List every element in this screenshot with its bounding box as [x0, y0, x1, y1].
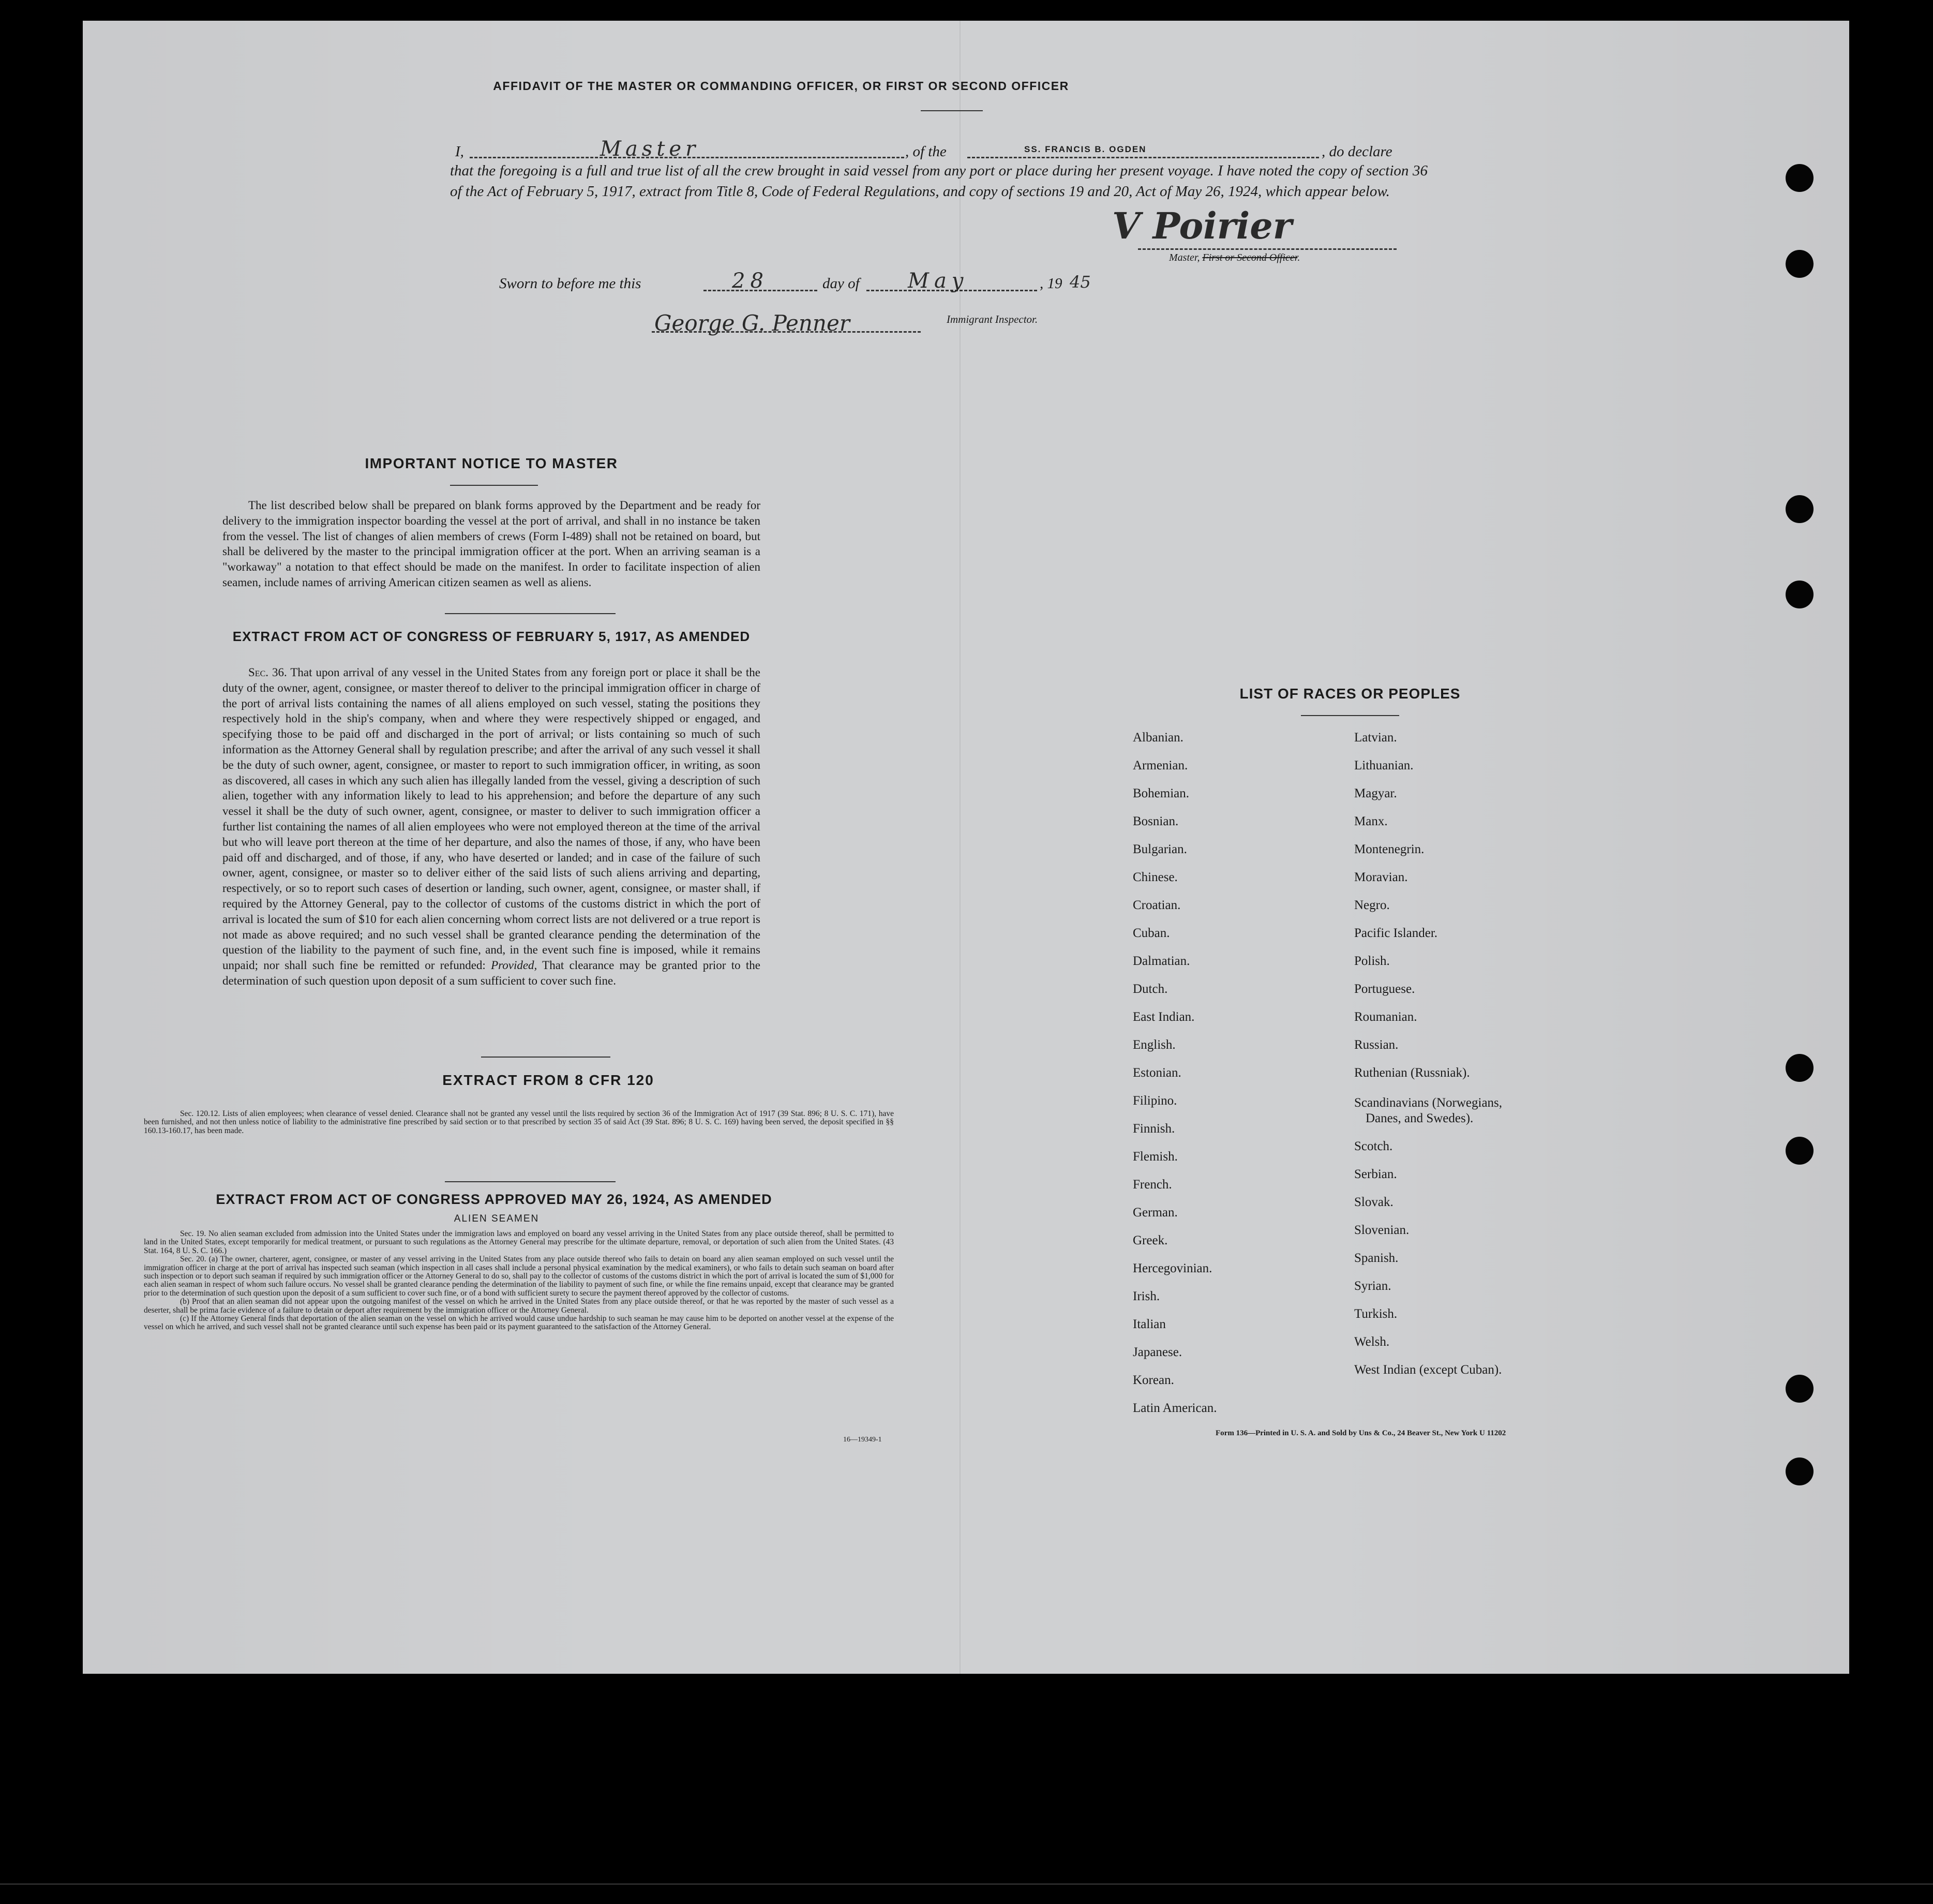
- notice-text: The list described below shall be prepared on blank forms approved by the Department and be ready for delivery to the immigration inspector boarding the vessel at the port of arrival, and shall in no instance be taken from the vessel. The list of changes of alien members of crews (Form I-489) shall not be retained on board, but shall be delivered by the master to the principal immigration officer at the port. When an arriving seaman is a "workaway" a notation to that effect should be made on the manifest. In order to facilitate inspection of alien seamen, include names of arriving American citizen seamen as well as aliens.: [222, 499, 760, 589]
- race-item: Dutch.: [1133, 982, 1168, 996]
- do-declare-label: , do declare: [1322, 143, 1392, 160]
- race-item: English.: [1133, 1038, 1176, 1052]
- race-item: Turkish.: [1354, 1307, 1398, 1321]
- race-item: Flemish.: [1133, 1150, 1178, 1164]
- race-item: Chinese.: [1133, 870, 1178, 884]
- sec19-text: Sec. 19. No alien seaman excluded from admission into the United States under the immigration laws and employed on board any vessel arriving in the United States from any place outside thereof, shall be permitted to land in the United States, except temporarily for medical treatment, or pursuant to such regulations as the Attorney General may prescribe for the ultimate departure, removal, or deportation of such alien from the United States. (43 Stat. 164, 8 U. S. C. 166.): [144, 1229, 894, 1255]
- master-name-handwriting: Master: [600, 137, 700, 161]
- race-item: Serbian.: [1354, 1167, 1397, 1181]
- race-item: West Indian (except Cuban).: [1354, 1363, 1502, 1377]
- sworn-line: [499, 269, 1249, 300]
- races-heading: LIST OF RACES OR PEOPLES: [1239, 686, 1461, 702]
- race-item: Danes, and Swedes).: [1366, 1111, 1474, 1125]
- declaration-line: [455, 137, 1510, 163]
- master-caption: Master, First or Second Officer.: [1169, 252, 1300, 263]
- binder-hole: [1786, 1137, 1814, 1165]
- race-item: Roumanian.: [1354, 1010, 1417, 1024]
- races-right-column: [1354, 731, 1644, 1434]
- master-signature: V Poirier: [1112, 204, 1292, 247]
- race-item: Cuban.: [1133, 926, 1170, 940]
- race-item: Slovenian.: [1354, 1223, 1410, 1237]
- race-item: Japanese.: [1133, 1345, 1182, 1359]
- sworn-year-handwriting: 45: [1070, 272, 1091, 292]
- race-item: Albanian.: [1133, 731, 1183, 745]
- sec20a-text: Sec. 20. (a) The owner, charterer, agent, consignee, or master of any vessel arriving in the United States from any place outside thereof who fails to detain on board any alien seaman employed on such vessel until the immigration officer in charge at the port of arrival has inspected such seaman (which inspection in all cases shall include a personal physical examination by the medical examiners), or who fails to detain such seaman on board after such inspection or to deport such seaman if required by such immigration officer or the Attorney General to do so, shall pay to the collector of customs of the customs district in which the port of arrival is located the sum of $1,000 for each alien seaman in respect of whom such failure occurs. No vessel shall be granted clearance pending the determination of the liability to payment of such fine, or while the fine remains unpaid, except that clearance may be granted prior to the determination of such question upon the deposit of a sum sufficient to cover such fine, or of a bond with sufficient surety to secure the payment thereof approved by the collector of customs.: [144, 1255, 894, 1298]
- extract-1924-heading: EXTRACT FROM ACT OF CONGRESS APPROVED MAY 26, 1924, AS AMENDED: [216, 1192, 772, 1207]
- binder-hole: [1786, 581, 1814, 608]
- affidavit-body: that the foregoing is a full and true list of all the crew brought in said vessel from any port or place during her present voyage. I have noted the copy of section 36 of the Act of February 5, 1917, extract from Title 8, Code of Federal Regulations, and copy of sections 19 and 20, Act of May 26, 1924, which appear below.: [450, 162, 1428, 200]
- divider: [445, 1181, 616, 1182]
- race-item: German.: [1133, 1206, 1178, 1219]
- race-item: Estonian.: [1133, 1066, 1181, 1080]
- race-item: Hercegovinian.: [1133, 1261, 1212, 1275]
- races-left-column: [1133, 731, 1350, 1445]
- race-item: Bohemian.: [1133, 786, 1190, 800]
- sec36-text-end: That clearance may be granted prior to the determination of such question upon deposit of a sum sufficient to cover such fine.: [222, 959, 760, 987]
- race-item: Welsh.: [1354, 1335, 1390, 1349]
- printer-code: 16—19349-1: [843, 1436, 882, 1444]
- divider: [481, 1057, 610, 1058]
- race-item: Scandinavians (Norwegians,: [1354, 1096, 1503, 1110]
- race-item: French.: [1133, 1178, 1172, 1192]
- race-item: Dalmatian.: [1133, 954, 1190, 968]
- binder-hole: [1786, 1375, 1814, 1403]
- cfr-text: Sec. 120.12. Lists of alien employees; when clearance of vessel denied. Clearance shall not be granted any vessel until the lists required by section 36 of the Immigration Act of 1917 (39 Stat. 896; 8 U. S. C. 171), have been furnished, and not then unless notice of liability to the administrative fine prescribed by said section or to that prescribed by section 35 of said Act (39 Stat. 896; 8 U. S. C. 169) having been served, the deposit specified in §§ 160.13-160.17, has been made.: [144, 1109, 894, 1135]
- race-item: Italian: [1133, 1317, 1166, 1331]
- race-item: Lithuanian.: [1354, 758, 1414, 772]
- binder-hole: [1786, 495, 1814, 523]
- form-footer: Form 136—Printed in U. S. A. and Sold by Uns & Co., 24 Beaver St., New York U 11202: [1216, 1429, 1506, 1437]
- race-item: Irish.: [1133, 1289, 1160, 1303]
- race-item: Montenegrin.: [1354, 842, 1425, 856]
- race-item: Syrian.: [1354, 1279, 1391, 1293]
- i-label: I,: [455, 143, 464, 160]
- sec20c-text: (c) If the Attorney General finds that deportation of the alien seaman on the vessel on which he arrived would cause undue hardship to such seaman he may cause him to be deported on another vessel at the expense of the vessel on which he arrived, and such vessel shall not be granted clearance until such expense has been paid or its payment guaranteed to the satisfaction of the Attorney General.: [144, 1314, 894, 1332]
- race-item: Finnish.: [1133, 1122, 1175, 1136]
- notice-heading: IMPORTANT NOTICE TO MASTER: [365, 455, 618, 471]
- inspector-line: [652, 331, 921, 333]
- binder-hole: [1786, 1054, 1814, 1082]
- alien-seamen-subheading: ALIEN SEAMEN: [454, 1213, 540, 1224]
- divider: [450, 485, 538, 486]
- cfr-heading: EXTRACT FROM 8 CFR 120: [442, 1072, 654, 1088]
- race-item: Manx.: [1354, 814, 1388, 828]
- vessel-name: SS. FRANCIS B. OGDEN: [1024, 144, 1147, 154]
- race-item: Negro.: [1354, 898, 1390, 912]
- race-item: Filipino.: [1133, 1094, 1177, 1108]
- provided-label: Provided,: [491, 959, 537, 972]
- day-of-label: day of: [822, 275, 860, 292]
- extract-1917-heading: EXTRACT FROM ACT OF CONGRESS OF FEBRUARY 5, 1917, AS AMENDED: [232, 629, 751, 644]
- race-item: Bosnian.: [1133, 814, 1179, 828]
- scan-edge-line: [0, 1883, 1933, 1885]
- signature-line: [1138, 248, 1397, 250]
- binder-hole: [1786, 1457, 1814, 1485]
- sworn-day-handwriting: 28: [732, 269, 769, 293]
- sworn-month-handwriting: May: [908, 269, 969, 293]
- race-item: Spanish.: [1354, 1251, 1399, 1265]
- race-item: Armenian.: [1133, 758, 1188, 772]
- race-item: Pacific Islander.: [1354, 926, 1438, 940]
- race-item: Russian.: [1354, 1038, 1399, 1052]
- inspector-caption: Immigrant Inspector.: [947, 313, 1038, 325]
- race-item: Bulgarian.: [1133, 842, 1187, 856]
- master-caption-prefix: Master,: [1169, 252, 1203, 263]
- affidavit-title: AFFIDAVIT OF THE MASTER OR COMMANDING OFFICER, OR FIRST OR SECOND OFFICER: [493, 79, 1069, 93]
- race-item: Polish.: [1354, 954, 1390, 968]
- binder-hole: [1786, 164, 1814, 192]
- extract-1924-text: [144, 1230, 894, 1332]
- race-item: Magyar.: [1354, 786, 1397, 800]
- extract-1917-text: [222, 665, 760, 989]
- race-item: Slovak.: [1354, 1195, 1393, 1209]
- inspector-signature: George G. Penner: [654, 310, 850, 336]
- race-item: Korean.: [1133, 1373, 1174, 1387]
- race-item: Moravian.: [1354, 870, 1408, 884]
- sec20b-text: (b) Proof that an alien seaman did not appear upon the outgoing manifest of the vessel on which he arrived in the United States from any place outside thereof, or that he was reported by the master of such vessel as a deserter, shall be prima facie evidence of a failure to detain or deport after requirement by the immigration officer or the Attorney General.: [144, 1297, 894, 1315]
- race-item: Latin American.: [1133, 1401, 1217, 1415]
- race-item: Portuguese.: [1354, 982, 1415, 996]
- document-page: [83, 21, 1849, 1674]
- divider: [445, 613, 616, 614]
- race-item: Latvian.: [1354, 731, 1397, 745]
- divider: [921, 110, 983, 111]
- of-the-label: , of the: [905, 143, 947, 160]
- sec36-label: Sec. 36.: [248, 666, 287, 679]
- race-item: Ruthenian (Russniak).: [1354, 1066, 1470, 1080]
- race-item: Greek.: [1133, 1233, 1168, 1247]
- binder-hole: [1786, 250, 1814, 278]
- struck-officer-title: First or Second Officer: [1202, 252, 1298, 263]
- year-prefix: , 19: [1040, 275, 1062, 292]
- sworn-label: Sworn to before me this: [499, 275, 641, 292]
- race-item: Scotch.: [1354, 1139, 1393, 1153]
- vessel-blank: [967, 157, 1319, 158]
- divider: [1301, 715, 1399, 716]
- race-item: East Indian.: [1133, 1010, 1195, 1024]
- race-item: Croatian.: [1133, 898, 1181, 912]
- sec36-text: That upon arrival of any vessel in the United States from any foreign port or place it shall be the duty of the owner, agent, consignee, or master thereof to deliver to the principal immigration officer in charge of the port of arrival lists containing the names of all aliens employed on such vessel, stating the positions they respectively hold in the ship's company, when and where they were respectively shipped or engaged, and specifying those to be paid off and discharged in the port of arrival; or lists containing so much of such information as the Attorney General shall by regulation prescribe; and after the arrival of any such vessel it shall be the duty of such owner, agent, consignee, or master to report to such immigration officer, in writing, as soon as discovered, all cases in which any such alien has illegally landed from the vessel, giving a description of such alien, together with any information likely to lead to his apprehension; and before the departure of any such vessel it shall be the duty of such owner, agent, consignee, or master to deliver to such immigration officer a further list containing the names of all alien employees who were not employed thereon at the time of the arrival but who will leave port thereon at the time of her departure, and also the names of those, if any, who have been paid off and discharged, and of those, if any, who have deserted or landed; and in case of the failure of such owner, agent, consignee, or master so to deliver either of the said lists of such aliens arriving and departing, respectively, or so to report such cases of desertion or landing, such owner, agent, consignee, or master shall, if required by the Attorney General, pay to the collector of customs of the customs district in which the port of arrival is located the sum of $10 for each alien concerning whom correct lists are not delivered or a true report is not made as above required; and no such vessel shall be granted clearance pending the determination of the question of the liability to the payment of such fine, and, in the event such fine is imposed, while it remains unpaid; nor shall such fine be remitted or refunded:: [222, 666, 760, 972]
